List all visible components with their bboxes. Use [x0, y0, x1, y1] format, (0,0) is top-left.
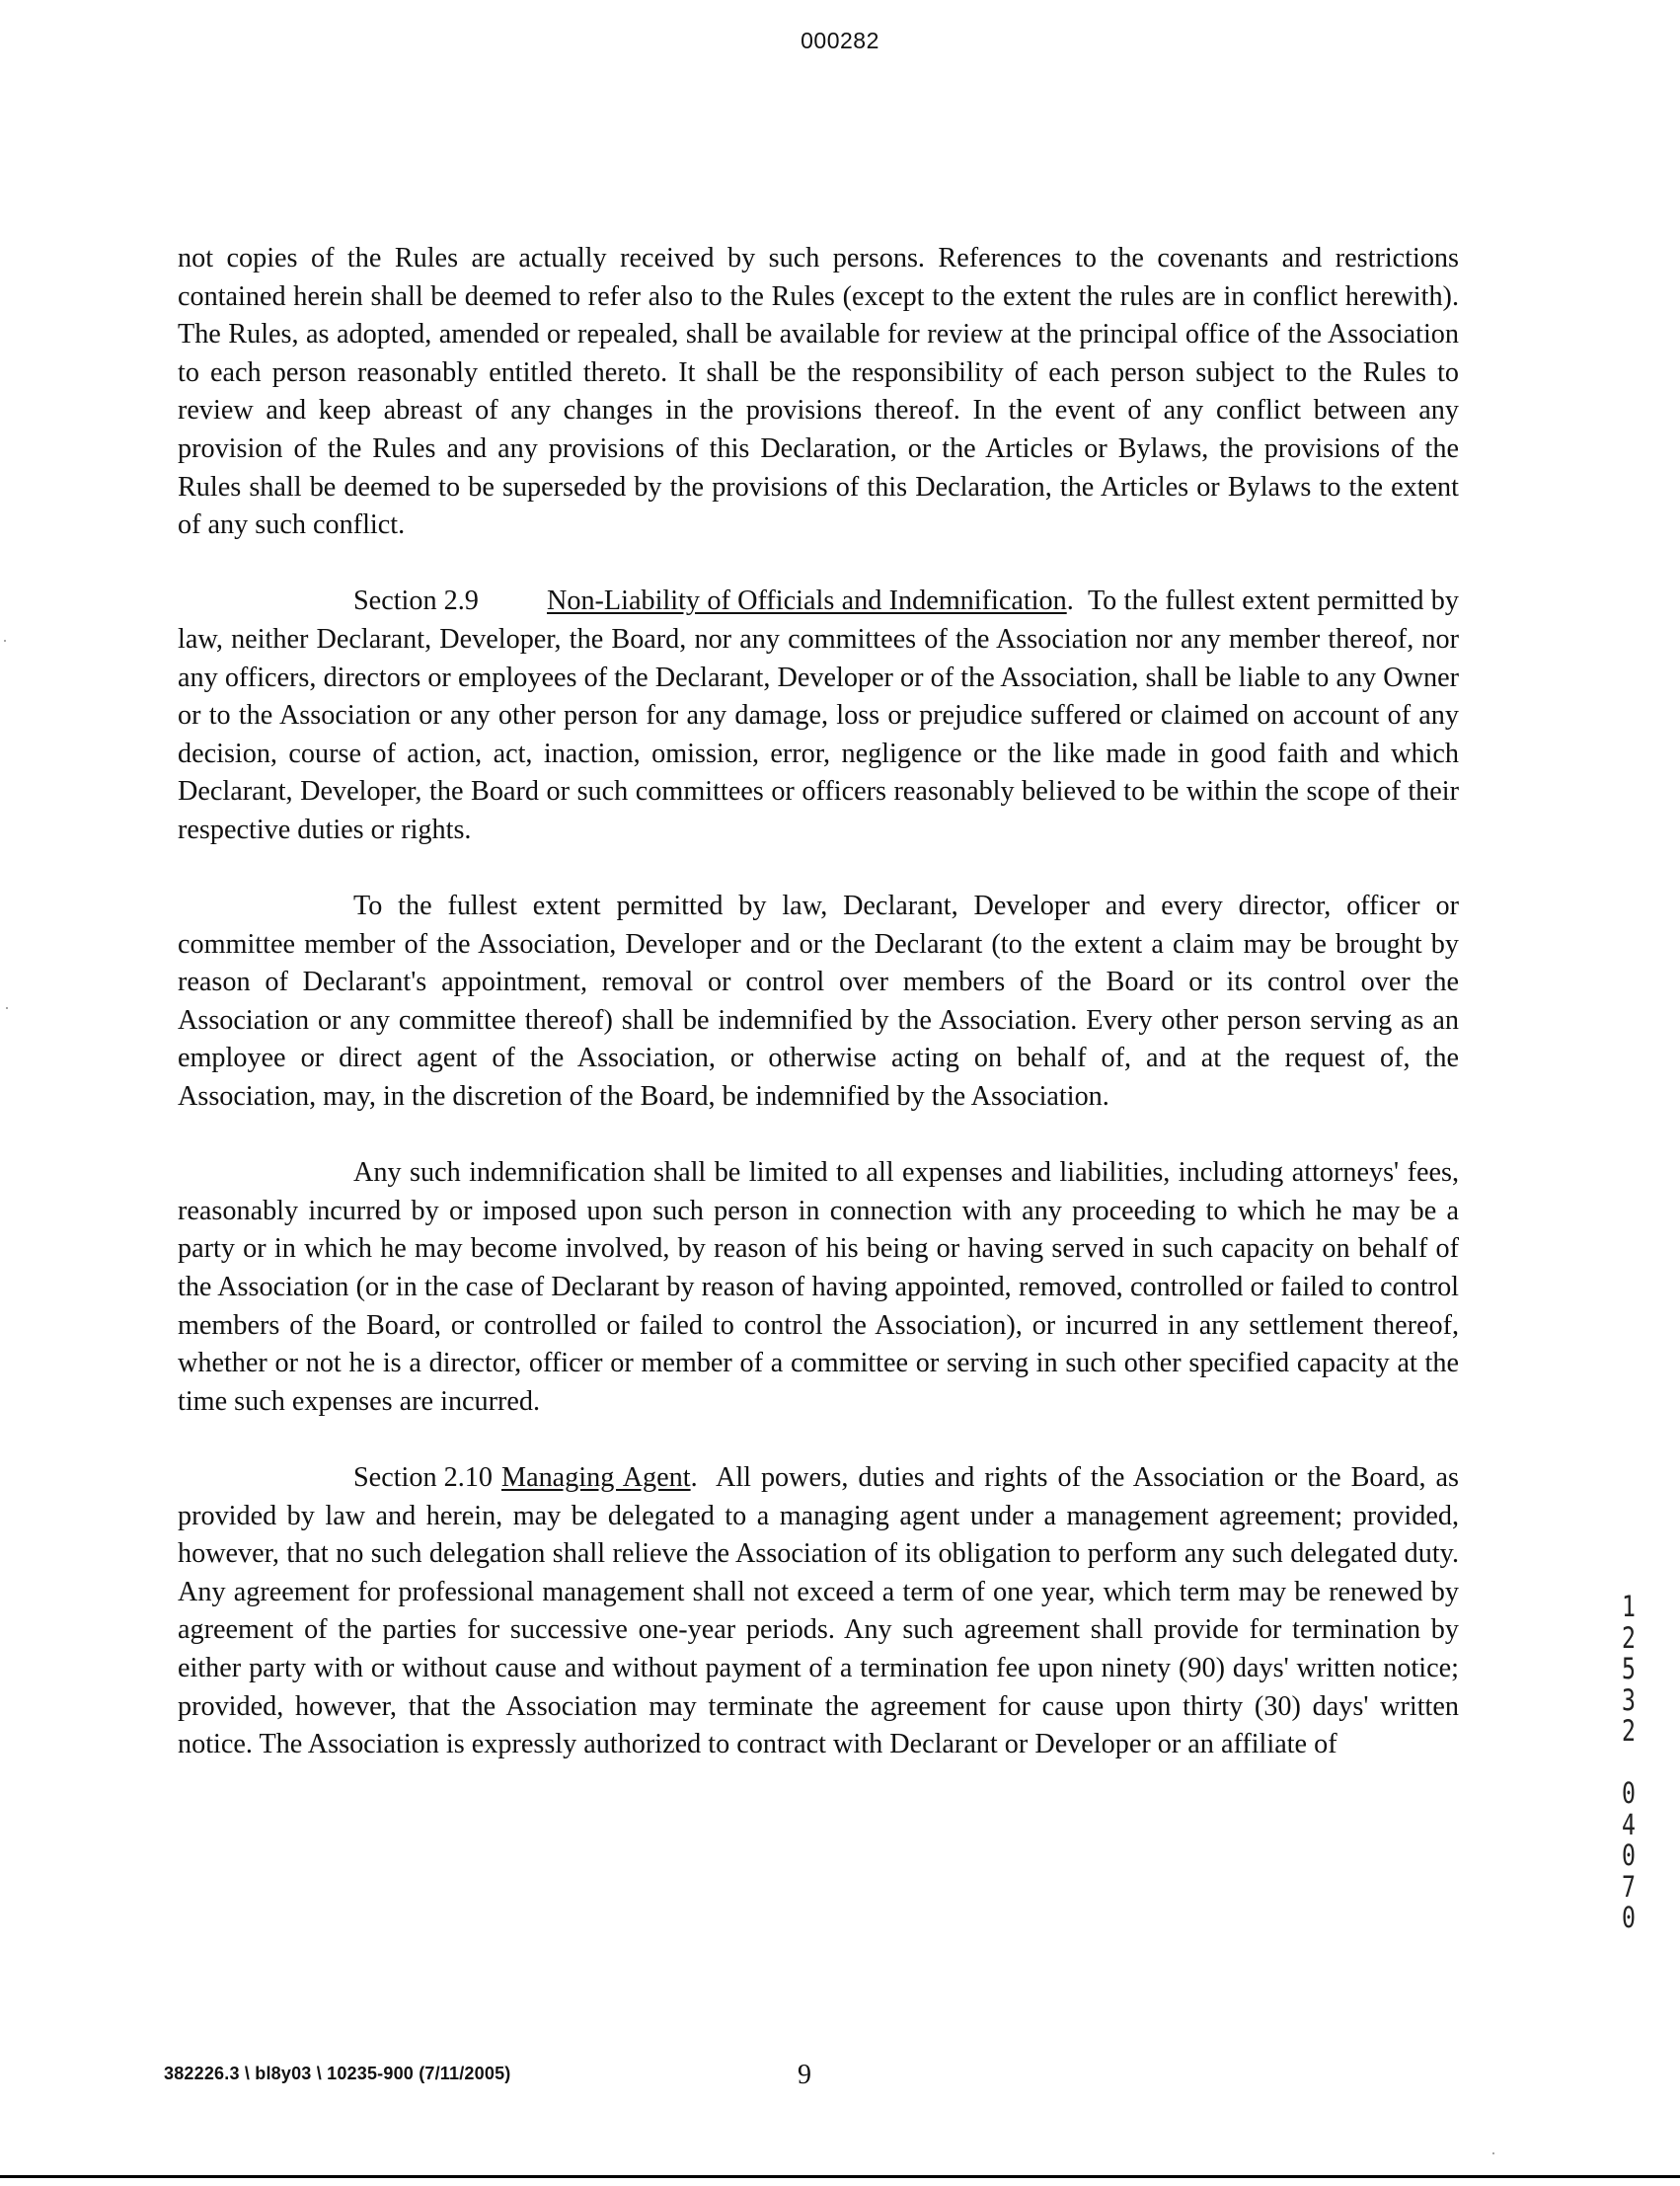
section-2-9-label: Section 2.9 — [353, 586, 479, 617]
scan-speck — [6, 1007, 8, 1009]
recording-stamp: 1 2 5 3 2 0 4 0 7 0 — [1622, 1590, 1636, 1934]
section-2-10-label: Section 2.10 — [353, 1462, 493, 1493]
page-bottom-edge — [0, 2175, 1680, 2178]
paragraph-indemnification-limits: Any such indemnification shall be limited to all expenses and liabilities, including attorneys' fees, reasonably incurred by or imposed upon such person in connection with any proceeding to which he may be a party or in which he may become involved, by reason of his being or having served in such capacity on behalf of the Association (or in the case of Declarant by reason of having appointed, removed, controlled or failed to control members of the Board, or controlled or failed to control the Association), or incurred in any settlement thereof, whether or not he is a director, officer or member of a committee or serving in such other specified capacity at the time such expenses are incurred. — [178, 1157, 1459, 1417]
section-2-9: Section 2.9 Non-Liability of Officials and Indemnification. To the fullest extent permitted by law, neither Declarant, Developer, the Board, nor any committees of the Association nor any member thereof, nor any officers, directors or employees of the Declarant, Developer or of the Association, shall be liable to any Owner or to the Association or any other person for any damage, loss or prejudice suffered or claimed on account of any decision, course of action, act, inaction, omission, error, negligence or the like made in good faith and which Declarant, Developer, the Board or such committees or officers reasonably believed to be within the scope of their respective duties or rights. — [178, 583, 1459, 849]
scan-speck — [4, 640, 6, 642]
scan-speck — [1492, 2152, 1494, 2154]
section-2-10-body: All powers, duties and rights of the Association or the Board, as provided by law and herein, may be delegated to a managing agent under a management agreement; provided, however, that no such delegation shall relieve the Association of its obligation to perform any such delegated duty. Any agreement for professional management shall not exceed a term of one year, which term may be renewed by agreement of the parties for successive one-year periods. Any such agreement shall provide for termination by either party with or without cause and without payment of a termination fee upon ninety (90) days' written notice; provided, however, that the Association may terminate the agreement for cause upon thirty (30) days' written notice. The Association is expressly authorized to contract with Declarant or Developer or an affiliate of — [178, 1462, 1459, 1760]
page-number: 9 — [798, 2060, 811, 2090]
footer-document-id: 382226.3 \ bl8y03 \ 10235-900 (7/11/2005) — [164, 2064, 511, 2083]
section-2-10-title: Managing Agent — [501, 1462, 691, 1493]
paragraph-indemnification: To the fullest extent permitted by law, Declarant, Developer and every director, officer or committee member of the Association, Developer and or the Declarant (to the extent a claim may be brought by reason of Declarant's appointment, removal or control over members of the Board or its control over the Association or any committee thereof) shall be indemnified by the Association. Every other person serving as an employee or direct agent of the Association, or otherwise acting on behalf of, and at the request of, the Association, may, in the discretion of the Board, be indemnified by the Association. — [178, 891, 1459, 1113]
document-body — [178, 240, 1459, 1802]
paragraph-rules-continued: not copies of the Rules are actually received by such persons. References to the covenants and restrictions contained herein shall be deemed to refer also to the Rules (except to the extent the rules are in conflict herewith). The Rules, as adopted, amended or repealed, shall be available for review at the principal office of the Association to each person reasonably entitled thereto. It shall be the responsibility of each person subject to the Rules to review and keep abreast of any changes in the provisions thereof. In the event of any conflict between any provision of the Rules and any provisions of this Declaration, or the Articles or Bylaws, the provisions of the Rules shall be deemed to be superseded by the provisions of this Declaration, the Articles or Bylaws to the extent of any such conflict. — [178, 243, 1459, 541]
section-2-9-title: Non-Liability of Officials and Indemnification — [547, 586, 1067, 617]
section-2-9-body: To the fullest extent permitted by law, neither Declarant, Developer, the Board, nor any committees of the Association nor any member thereof, nor any officers, directors or employees of the Declarant, Developer or of the Association, shall be liable to any Owner or to the Association or any other person for any damage, loss or prejudice suffered or claimed on account of any decision, course of action, act, inaction, omission, error, negligence or the like made in good faith and which Declarant, Developer, the Board or such committees or officers reasonably believed to be within the scope of their respective duties or rights. — [178, 586, 1459, 845]
bates-number: 000282 — [801, 28, 879, 53]
section-2-10: Section 2.10 Managing Agent. All powers, duties and rights of the Association or the Board, as provided by law and herein, may be delegated to a managing agent under a management agreement; provided, however, that no such delegation shall relieve the Association of its obligation to perform any such delegated duty. Any agreement for professional management shall not exceed a term of one year, which term may be renewed by agreement of the parties for successive one-year periods. Any such agreement shall provide for termination by either party with or without cause and without payment of a termination fee upon ninety (90) days' written notice; provided, however, that the Association may terminate the agreement for cause upon thirty (30) days' written notice. The Association is expressly authorized to contract with Declarant or Developer or an affiliate of — [178, 1459, 1459, 1764]
